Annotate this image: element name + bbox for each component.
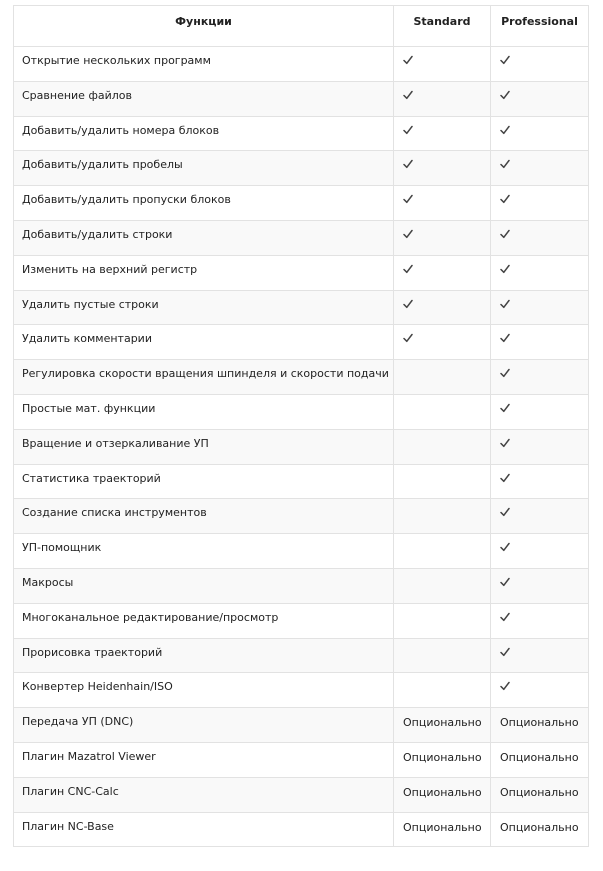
feature-name: Плагин CNC-Calc xyxy=(14,777,394,812)
feature-name: Добавить/удалить строки xyxy=(14,220,394,255)
feature-name: Добавить/удалить пропуски блоков xyxy=(14,186,394,221)
check-icon xyxy=(403,125,413,135)
professional-cell xyxy=(491,638,589,673)
table-row xyxy=(14,429,589,464)
check-icon xyxy=(500,368,510,378)
professional-cell xyxy=(491,47,589,82)
professional-cell xyxy=(491,255,589,290)
professional-value: Опционально xyxy=(491,812,589,847)
check-icon xyxy=(403,264,413,274)
table-body xyxy=(14,47,589,847)
feature-name: Конвертер Heidenhain/ISO xyxy=(14,673,394,708)
feature-name: Изменить на верхний регистр xyxy=(14,255,394,290)
professional-cell xyxy=(491,220,589,255)
check-icon xyxy=(403,299,413,309)
check-icon xyxy=(500,612,510,622)
feature-name: Многоканальное редактирование/просмотр xyxy=(14,603,394,638)
header-professional: Professional xyxy=(491,6,589,47)
standard-value: Опционально xyxy=(394,742,491,777)
table-row xyxy=(14,360,589,395)
standard-cell xyxy=(394,325,491,360)
check-icon xyxy=(403,229,413,239)
standard-cell-empty xyxy=(394,464,491,499)
professional-cell xyxy=(491,116,589,151)
standard-cell-empty xyxy=(394,603,491,638)
professional-value: Опционально xyxy=(491,708,589,743)
table-row xyxy=(14,673,589,708)
table-row xyxy=(14,812,589,847)
check-icon xyxy=(500,681,510,691)
professional-cell xyxy=(491,186,589,221)
professional-cell xyxy=(491,673,589,708)
professional-cell xyxy=(491,325,589,360)
standard-cell xyxy=(394,116,491,151)
professional-cell xyxy=(491,568,589,603)
professional-cell xyxy=(491,394,589,429)
check-icon xyxy=(403,159,413,169)
standard-cell-empty xyxy=(394,360,491,395)
professional-cell xyxy=(491,360,589,395)
check-icon xyxy=(500,507,510,517)
check-icon xyxy=(403,194,413,204)
standard-cell xyxy=(394,186,491,221)
feature-comparison-table xyxy=(13,5,589,847)
check-icon xyxy=(500,473,510,483)
standard-cell-empty xyxy=(394,638,491,673)
standard-cell-empty xyxy=(394,499,491,534)
table-header-row xyxy=(14,6,589,47)
table-row xyxy=(14,568,589,603)
standard-cell xyxy=(394,220,491,255)
feature-name: Простые мат. функции xyxy=(14,394,394,429)
check-icon xyxy=(500,542,510,552)
table-row xyxy=(14,255,589,290)
table-row xyxy=(14,394,589,429)
professional-cell xyxy=(491,81,589,116)
table-row xyxy=(14,499,589,534)
check-icon xyxy=(403,333,413,343)
header-feature: Функции xyxy=(14,6,394,47)
table-row xyxy=(14,638,589,673)
standard-cell-empty xyxy=(394,429,491,464)
check-icon xyxy=(500,55,510,65)
professional-cell xyxy=(491,534,589,569)
table-row xyxy=(14,325,589,360)
feature-name: Сравнение файлов xyxy=(14,81,394,116)
check-icon xyxy=(500,264,510,274)
table-row xyxy=(14,116,589,151)
professional-cell xyxy=(491,151,589,186)
feature-name: Вращение и отзеркаливание УП xyxy=(14,429,394,464)
table-row xyxy=(14,47,589,82)
check-icon xyxy=(403,55,413,65)
check-icon xyxy=(500,647,510,657)
feature-name: Удалить пустые строки xyxy=(14,290,394,325)
standard-cell xyxy=(394,47,491,82)
standard-cell-empty xyxy=(394,394,491,429)
check-icon xyxy=(500,577,510,587)
check-icon xyxy=(500,90,510,100)
feature-name: Передача УП (DNC) xyxy=(14,708,394,743)
check-icon xyxy=(500,159,510,169)
feature-comparison-table-wrapper xyxy=(13,5,588,847)
standard-cell-empty xyxy=(394,568,491,603)
standard-cell xyxy=(394,255,491,290)
feature-name: Макросы xyxy=(14,568,394,603)
feature-name: УП-помощник xyxy=(14,534,394,569)
table-row xyxy=(14,290,589,325)
standard-cell xyxy=(394,290,491,325)
table-row xyxy=(14,534,589,569)
feature-name: Создание списка инструментов xyxy=(14,499,394,534)
standard-value: Опционально xyxy=(394,777,491,812)
check-icon xyxy=(500,194,510,204)
check-icon xyxy=(500,299,510,309)
feature-name: Плагин NC-Base xyxy=(14,812,394,847)
check-icon xyxy=(500,333,510,343)
table-row xyxy=(14,464,589,499)
standard-value: Опционально xyxy=(394,812,491,847)
feature-name: Регулировка скорости вращения шпинделя и скорости подачи xyxy=(14,360,394,395)
check-icon xyxy=(403,90,413,100)
feature-name: Плагин Mazatrol Viewer xyxy=(14,742,394,777)
table-row xyxy=(14,777,589,812)
professional-cell xyxy=(491,429,589,464)
standard-cell xyxy=(394,81,491,116)
feature-name: Открытие нескольких программ xyxy=(14,47,394,82)
standard-cell xyxy=(394,151,491,186)
header-standard: Standard xyxy=(394,6,491,47)
table-row xyxy=(14,220,589,255)
professional-cell xyxy=(491,290,589,325)
feature-name: Добавить/удалить номера блоков xyxy=(14,116,394,151)
check-icon xyxy=(500,438,510,448)
standard-cell-empty xyxy=(394,534,491,569)
feature-name: Удалить комментарии xyxy=(14,325,394,360)
table-row xyxy=(14,742,589,777)
professional-cell xyxy=(491,499,589,534)
check-icon xyxy=(500,125,510,135)
feature-name: Прорисовка траекторий xyxy=(14,638,394,673)
professional-cell xyxy=(491,603,589,638)
professional-value: Опционально xyxy=(491,777,589,812)
table-row xyxy=(14,603,589,638)
feature-name: Статистика траекторий xyxy=(14,464,394,499)
table-row xyxy=(14,186,589,221)
table-row xyxy=(14,708,589,743)
feature-name: Добавить/удалить пробелы xyxy=(14,151,394,186)
professional-value: Опционально xyxy=(491,742,589,777)
check-icon xyxy=(500,403,510,413)
standard-cell-empty xyxy=(394,673,491,708)
check-icon xyxy=(500,229,510,239)
table-row xyxy=(14,81,589,116)
table-row xyxy=(14,151,589,186)
professional-cell xyxy=(491,464,589,499)
standard-value: Опционально xyxy=(394,708,491,743)
